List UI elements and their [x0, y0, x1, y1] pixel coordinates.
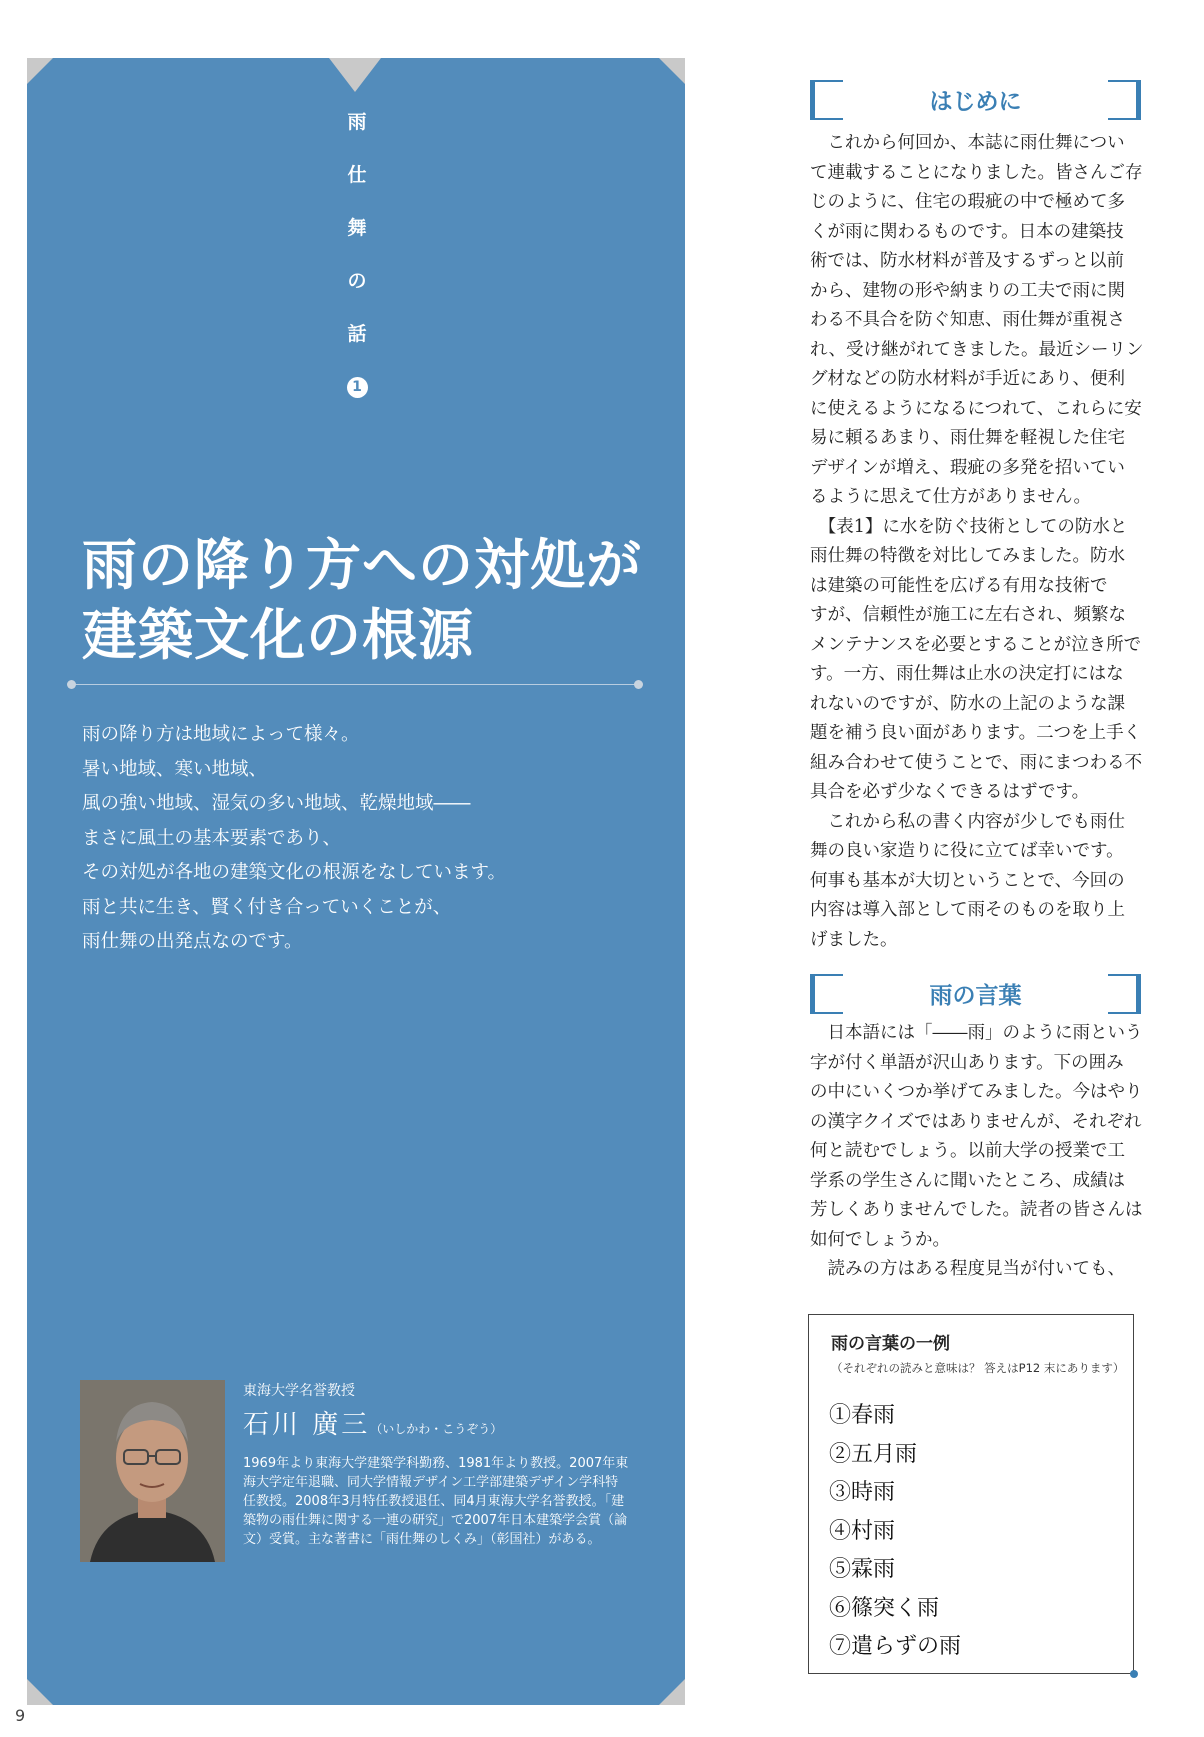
heading-bracket-right [1108, 974, 1141, 1014]
lead-line: その対処が各地の建築文化の根源をなしています。 [82, 862, 507, 883]
headline-line: 建築文化の根源 [82, 602, 475, 667]
section-title: はじめに [929, 88, 1022, 115]
body-line: じのように、住宅の瑕疵の中で極めて多 [810, 192, 1125, 212]
corner-ornament [659, 1679, 685, 1705]
series-title-char: 話 [347, 323, 367, 345]
series-title-char: 仕 [347, 164, 367, 186]
body-line: るように思えて仕方がありません。 [810, 487, 1092, 507]
section-title: 雨の言葉 [929, 982, 1022, 1009]
corner-ornament [27, 58, 53, 84]
section-body [810, 1019, 1142, 1285]
author-name-text: 石川 廣三 [243, 1410, 371, 1440]
top-notch-ornament [329, 58, 381, 92]
body-line: 具合を必ず少なくできるはずです。 [810, 782, 1090, 802]
body-line: て連載することになりました。皆さんご存 [810, 162, 1143, 183]
headline [82, 530, 682, 670]
body-line: すが、信頼性が施工に左右され、頻繁な [810, 605, 1127, 625]
feature-panel [27, 58, 685, 1705]
heading-bracket-right [1108, 80, 1141, 120]
corner-ornament [27, 1679, 53, 1705]
author-name-reading: （いしかわ・こうぞう） [370, 1422, 503, 1436]
divider-dot [634, 680, 643, 689]
bio-line: 築物の雨仕舞に関する一連の研究」で2007年日本建築学会賞（論 [243, 1513, 628, 1528]
body-line: これから私の書く内容が少しでも雨仕 [810, 811, 1125, 832]
body-line: メンテナンスを必要とすることが泣き所で [810, 634, 1142, 655]
body-line: れ、受け継がれてきました。最近シーリン [810, 339, 1144, 360]
series-title-char: 舞 [347, 217, 367, 239]
author-portrait-icon [80, 1380, 225, 1562]
body-line: 雨仕舞の特徴を対比してみました。防水 [810, 546, 1125, 566]
body-line: 芳しくありませんでした。読者の皆さんは [810, 1200, 1143, 1220]
body-line: 【表1】に水を防ぐ技術としての防水と [810, 516, 1128, 537]
series-title [337, 110, 377, 398]
body-line: デザインが増え、瑕疵の多発を招いてい [810, 457, 1125, 478]
lead-line: 暑い地域、寒い地域、 [82, 758, 268, 780]
divider-rule [71, 684, 639, 685]
example-item: ①春雨 [829, 1403, 896, 1428]
body-line: から、建物の形や納まりの工夫で雨に関 [810, 280, 1125, 301]
series-title-char: 雨 [347, 111, 367, 133]
body-line: 何と読むでしょう。以前大学の授業で工 [810, 1141, 1125, 1161]
examples-list [829, 1397, 961, 1667]
box-subtitle: （それぞれの読みと意味は？ 答えはP12 末にあります） [831, 1361, 1125, 1375]
author-photo [80, 1380, 225, 1562]
body-line: の漢字クイズではありませんが、それぞれ [810, 1111, 1142, 1132]
lead-text [82, 718, 642, 960]
body-line: 組み合わせて使うことで、雨にまつわる不 [810, 752, 1143, 773]
body-line: グ材などの防水材料が手近にあり、便利 [810, 369, 1125, 389]
lead-line: まさに風土の基本要素であり、 [82, 827, 342, 849]
body-line: 内容は導入部として雨そのものを取り上 [810, 900, 1125, 920]
example-item: ⑥篠突く雨 [829, 1595, 940, 1621]
body-line: 字が付く単語が沢山あります。下の囲み [810, 1052, 1124, 1073]
lead-line: 雨の降り方は地域によって様々。 [82, 724, 360, 745]
body-line: 易に頼るあまり、雨仕舞を軽視した住宅 [810, 428, 1125, 448]
body-line: 学系の学生さんに聞いたところ、成績は [810, 1170, 1125, 1191]
series-number-badge: 1 [347, 377, 368, 398]
lead-line: 風の強い地域、湿気の多い地域、乾燥地域―― [82, 793, 471, 814]
example-item: ②五月雨 [829, 1441, 918, 1467]
body-line: 何事も基本が大切ということで、今回の [810, 870, 1125, 891]
body-line: わる不具合を防ぐ知恵、雨仕舞が重視さ [810, 310, 1125, 330]
body-line: 読みの方はある程度見当が付いても、 [810, 1259, 1125, 1279]
series-title-char: の [347, 270, 367, 292]
author-name [243, 1404, 502, 1441]
body-line: す。一方、雨仕舞は止水の決定打にはな [810, 664, 1124, 684]
body-line: 舞の良い家造りに役に立てば幸いです。 [810, 841, 1124, 861]
example-item: ③時雨 [829, 1480, 896, 1505]
lead-line: 雨仕舞の出発点なのです。 [82, 931, 303, 952]
example-item: ⑤霖雨 [829, 1557, 896, 1582]
bio-line: 海大学定年退職、同大学情報デザイン工学部建築デザイン学科特 [243, 1475, 619, 1490]
bio-line: 文）受賞。主な著書に「雨仕舞のしくみ」（彰国社）がある。 [243, 1532, 601, 1547]
body-line: 如何でしょうか。 [810, 1229, 950, 1250]
body-line: は建築の可能性を広げる有用な技術で [810, 575, 1108, 596]
section-heading [810, 974, 1141, 1012]
body-line: 術では、防水材料が普及するずっと以前 [810, 251, 1124, 271]
bio-line: 1969年より東海大学建築学科勤務、1981年より教授。2007年東 [243, 1456, 629, 1471]
body-line: れないのですが、防水の上記のような課 [810, 693, 1125, 714]
bio-line: 任教授。2008年3月特任教授退任、同4月東海大学名誉教授。「建 [243, 1494, 625, 1509]
box-title: 雨の言葉の一例 [831, 1334, 950, 1354]
body-line: 題を補う良い面があります。二つを上手く [810, 723, 1142, 743]
body-line: これから何回か、本誌に雨仕舞につい [810, 133, 1125, 153]
lead-line: 雨と共に生き、賢く付き合っていくことが、 [82, 896, 452, 918]
example-item: ⑦遣らずの雨 [829, 1634, 962, 1659]
examples-box [808, 1314, 1134, 1674]
author-role: 東海大学名誉教授 [243, 1383, 355, 1399]
divider-dot [67, 680, 76, 689]
body-line: 日本語には「――雨」のように雨という [810, 1023, 1143, 1043]
page-number: 9 [15, 1706, 26, 1725]
box-corner-dot [1130, 1670, 1138, 1678]
section-body [810, 129, 1142, 955]
body-line: に使えるようになるにつれて、これらに安 [810, 398, 1142, 419]
example-item: ④村雨 [829, 1518, 896, 1544]
section-heading [810, 80, 1141, 118]
headline-line: 雨の降り方への対処が [82, 532, 643, 597]
body-line: げました。 [810, 929, 898, 950]
corner-ornament [659, 58, 685, 84]
author-bio [243, 1454, 663, 1549]
body-line: くが雨に関わるものです。日本の建築技 [810, 221, 1124, 242]
body-line: の中にいくつか挙げてみました。今はやり [810, 1082, 1143, 1102]
